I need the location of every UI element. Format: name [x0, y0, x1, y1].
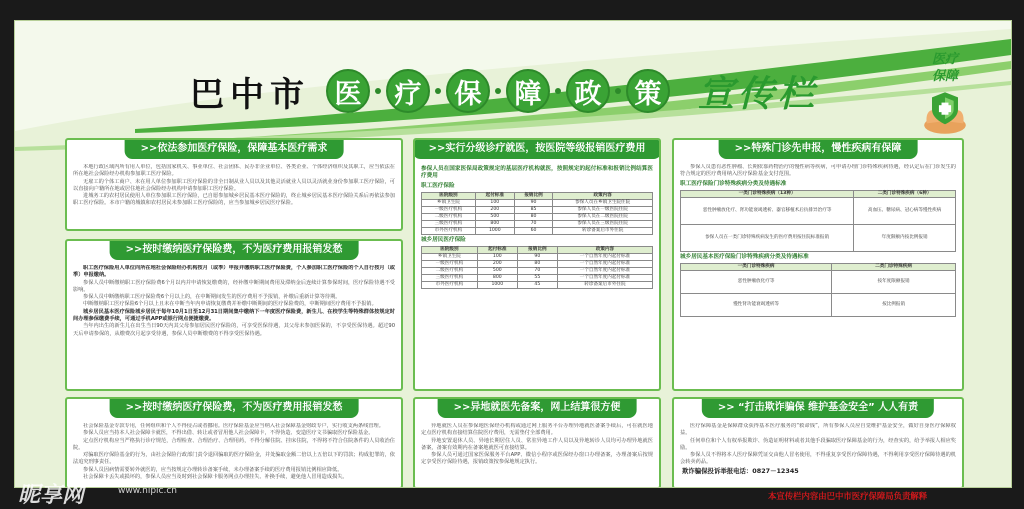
table-cell: 80 — [514, 213, 553, 220]
section-note: 参保人员在国家医保局政策规定的基层医疗机构就医，按照规定的起付标准和报销比例结算医疗费用 — [421, 166, 653, 180]
panel-pay-premium — [65, 239, 403, 391]
table-row — [681, 224, 956, 251]
table-cell: 90 — [517, 254, 557, 261]
panel-body — [680, 423, 956, 465]
table-cell: 一个自然年度内起付标准 — [557, 254, 652, 261]
panel-remote-treatment — [413, 397, 661, 488]
table-cell: 500 — [475, 213, 514, 220]
table-cell: 慢性肾功能衰竭透析等 — [681, 294, 832, 317]
table-row — [422, 220, 653, 227]
title-dot — [375, 88, 381, 94]
table-cell: 二级医疗机构 — [422, 213, 476, 220]
logo-line-1: 医疗 — [931, 52, 958, 67]
panel-title: >>按时缴纳医疗保险费，不为医疗费用报销发愁 — [110, 240, 359, 260]
paragraph: 社会保障卡丢失或损坏的，参保人员应当及时到社会保障卡服务网点办理挂失、补换手续，避免他人冒用造成损失。 — [83, 474, 348, 481]
paragraph: 医疗保障基金是保障群众获得基本医疗服务的“救命钱”，所有参保人员应自觉维护基金安全，做好自身医疗保障权益。 — [680, 423, 956, 437]
table-cell: 市外医疗机构 — [422, 227, 476, 234]
table-cell: 按年度限额报销 — [832, 271, 956, 294]
paragraph: 中断缴纳职工医疗保险6个月以上且未在中断当年内申请恢复缴费并补缴中断期间的医疗保险费的，中断期间医疗费用不予报销。 — [83, 301, 377, 308]
table-cell: 乡镇卫生院 — [422, 254, 478, 261]
panel-title: >>按时缴纳医疗保险费，不为医疗费用报销发愁 — [110, 398, 359, 418]
table-row — [422, 268, 653, 275]
board-title — [190, 67, 818, 115]
table-row — [422, 261, 653, 268]
table-header: 报销比例 — [514, 192, 553, 199]
table-header: 医院级别 — [422, 192, 476, 199]
table-cell: 45 — [517, 282, 557, 289]
table-cell: 参保人员在二级医院住院 — [553, 213, 653, 220]
paragraph: 参保人员因病情需要转外就医的，应当按规定办理转诊备案手续，未办理备案手续的医疗费用报销比例相应降低。 — [83, 466, 343, 473]
table-row — [681, 197, 956, 224]
table-cell: 一级医疗机构 — [422, 261, 478, 268]
paragraph: 参保人员应当持本人社会保障卡就医，不得出借、转让或者冒用他人社会保障卡，不得伪造、变造医疗文书骗取医疗保险基金。 — [83, 430, 374, 437]
title-char: 医 — [326, 69, 370, 113]
logo-text — [910, 51, 980, 85]
title-dot — [615, 88, 621, 94]
panel-special-outpatient — [672, 138, 964, 391]
title-dot — [435, 88, 441, 94]
panel-body — [680, 164, 956, 385]
table-cell: 恶性肿瘤放化疗等 — [681, 271, 832, 294]
table-cell: 转诊备案后市外住院 — [553, 227, 653, 234]
panel-tiered-treatment — [413, 138, 661, 391]
panel-body — [73, 164, 395, 225]
employee-special-disease-table — [680, 190, 956, 252]
table-row — [422, 199, 653, 206]
table-cell: 参保人员在一级医院住院 — [553, 206, 653, 213]
credit-line: 本宣传栏内容由巴中市医疗保障局负责解释 — [768, 491, 928, 501]
table-cell: 按比例报销 — [832, 294, 956, 317]
watermark-brand: 昵享网 — [18, 483, 85, 508]
resident-insurance-table — [421, 246, 653, 289]
table-cell: 三级医疗机构 — [422, 220, 476, 227]
table-cell: 200 — [477, 261, 517, 268]
bulletin-board — [14, 20, 1012, 488]
table-cell: 90 — [514, 199, 553, 206]
table-cell: 800 — [477, 275, 517, 282]
table-cell: 参保人员在乡镇卫生院住院 — [553, 199, 653, 206]
resident-special-disease-table — [680, 263, 956, 317]
panel-enroll-insurance — [65, 138, 403, 231]
table-row — [681, 271, 956, 294]
table-row — [422, 275, 653, 282]
table-cell: 70 — [517, 268, 557, 275]
table-cell: 一个自然年度内起付标准 — [557, 261, 652, 268]
panel-anti-fraud — [672, 397, 964, 488]
table-cell: 100 — [475, 199, 514, 206]
panel-title: >>特殊门诊先申报，慢性疾病有保障 — [719, 139, 918, 159]
table-header: 起付标准 — [475, 192, 514, 199]
table-row — [422, 254, 653, 261]
table-cell: 100 — [477, 254, 517, 261]
table-cell: 1000 — [475, 227, 514, 234]
table-cell: 三级医疗机构 — [422, 275, 478, 282]
table-cell: 市外医疗机构 — [422, 282, 478, 289]
panel-body — [421, 164, 653, 385]
table-header: 报销比例 — [517, 247, 557, 254]
title-char: 疗 — [386, 69, 430, 113]
paragraph: 当年内出生的新生儿在出生当日90天内其父母参加居民医疗保险的，可享受医保待遇，其父母未参加医保的，不享受医保待遇。超过90天后申请参保的，从缴费次月起享受待遇，参保人员中断缴费的不得享受医保待遇。 — [73, 323, 395, 337]
watermark-url: www.nipic.cn — [118, 486, 177, 496]
title-board: 宣传栏 — [698, 73, 819, 115]
table-header: 二类门诊特殊疾病（6种） — [854, 190, 956, 197]
panel-body — [73, 265, 395, 385]
table-cell: 70 — [514, 220, 553, 227]
panel-title: >> “打击欺诈骗保 维护基金安全” 人人有责 — [702, 398, 934, 418]
table-cell: 500 — [477, 268, 517, 275]
paragraph: 任何单位和个人有权举报欺诈、伪造证明材料或者其他手段骗取医疗保障基金的行为，经查实的，给予举报人相应奖励。 — [680, 437, 956, 451]
employee-insurance-table — [421, 192, 653, 235]
title-char: 政 — [566, 69, 610, 113]
table-cell: 60 — [514, 227, 553, 234]
panel-title: >>异地就医先备案，网上结算很方便 — [438, 398, 637, 418]
panel-body — [421, 423, 653, 483]
table-row — [422, 206, 653, 213]
table-cell: 参保人员在三级医院住院 — [553, 220, 653, 227]
table-cell: 年度限额内按比例报销 — [854, 224, 956, 251]
paragraph: 参保人员可通过国家医保服务平台APP、微信小程序或医保经办窗口办理备案，办理备案后按规定享受医疗保险待遇，报销政策按参保地规定执行。 — [421, 452, 653, 466]
table-row — [422, 282, 653, 289]
table-cell: 200 — [475, 206, 514, 213]
table-cell: 80 — [517, 261, 557, 268]
table-cell: 转诊备案后市外住院 — [557, 282, 652, 289]
title-dot — [555, 88, 561, 94]
paragraph: 进城务工的农村居民使用人单位参加职工医疗保险，已自愿参加城乡居民基本医疗保险的，终止城乡居民基本医疗保险关系后再依法参加职工医疗保险。本市户籍的城镇和农村居民未参加职工医疗保险的，应当参加城乡居民医疗保险。 — [73, 193, 395, 207]
title-circles — [324, 69, 672, 113]
paragraph: 参保人员中断缴纳职工医疗保险费6个月以上的，在中断期间发生的医疗费用不予报销，补缴后重新计算等待期。 — [83, 294, 341, 301]
table-row — [422, 227, 653, 234]
table-header: 一类门诊特殊疾病（13种） — [681, 190, 854, 197]
watermark-id: ID:27595840 NO:20190715044947125 — [740, 478, 916, 488]
title-char: 障 — [506, 69, 550, 113]
table-header: 医院级别 — [422, 247, 478, 254]
panel-title: >>实行分级诊疗就医，按医院等级报销医疗费用 — [413, 139, 661, 159]
paragraph: 异地就医人员在参保地医保经办机构或通过网上服务平台办理异地就医备案手续后，可在就医地定点医疗机构直接结算住院医疗费用，无需垫付全部费用。 — [421, 423, 653, 437]
table-header: 二类门诊特殊疾病 — [832, 264, 956, 271]
title-city: 巴中市 — [190, 74, 310, 115]
panel-body — [73, 423, 395, 483]
table-cell: 一个自然年度内起付标准 — [557, 275, 652, 282]
table-cell: 85 — [514, 206, 553, 213]
paragraph: 社会保险基金专款专用，任何组织和个人不得侵占或者挪用。医疗保险基金应当纳入社会保障基金财政专户，实行收支两条线管理。 — [83, 423, 384, 429]
paragraph: 异地安置退休人员、异地长期居住人员、常驻异地工作人员以及异地转诊人员均可办理异地就医备案，备案有效期内在备案地就医可直接结算。 — [421, 437, 653, 451]
fraud-hotline: 欺诈骗保投诉举报电话：0827－12345 — [682, 467, 799, 475]
table-cell: 乡镇卫生院 — [422, 199, 476, 206]
medical-insurance-logo — [910, 51, 980, 141]
table-header: 起付标准 — [477, 247, 517, 254]
table-cell: 55 — [517, 275, 557, 282]
title-char: 保 — [446, 69, 490, 113]
paragraph: 参保人员患有恶性肿瘤、长期依靠药物治疗的慢性病等疾病，可申请办理门诊特殊疾病待遇，经认定后在门诊发生的符合规定的医疗费用纳入医疗保险基金支付范围。 — [680, 164, 956, 178]
table-cell: 恶性肿瘤放化疗、肾功能衰竭透析、器官移植术后抗排异治疗等 — [681, 197, 854, 224]
table-cell: 800 — [475, 220, 514, 227]
section-heading: 城乡居民医疗保险 — [421, 236, 466, 243]
table-header: 一类门诊特殊疾病 — [681, 264, 832, 271]
table-header: 政策内容 — [557, 247, 652, 254]
paragraph: 对骗取医疗保险基金的行为，由社会保险行政部门责令退回骗取的医疗保险金，并处骗取金额二倍以上五倍以下的罚款；构成犯罪的，依法追究刑事责任。 — [73, 452, 395, 466]
paragraph: 无雇工的个体工商户、未在用人单位参加职工医疗保险的非全日制从业人员以及其他灵活就业人员以灵活就业身份参加职工医疗保险，可以直接向户籍所在地或居住地社会保险经办机构申请参加职工医疗保险。 — [73, 178, 395, 192]
title-dot — [495, 88, 501, 94]
table-cell: 1000 — [477, 282, 517, 289]
table-cell: 二级医疗机构 — [422, 268, 478, 275]
paragraph: 定点医疗机构应当严格执行诊疗规范，合理检查、合理治疗、合理用药，不得分解住院、挂床住院，不得将不符合住院条件的人员收治住院。 — [73, 437, 395, 451]
panel-title: >>依法参加医疗保险，保障基本医疗需求 — [125, 139, 344, 159]
section-heading: 职工医疗保险门诊特殊疾病分类及待遇标准 — [680, 180, 787, 187]
panel-fund-safety — [65, 397, 403, 488]
paragraph: 本地行政区域内所有用人单位，包括国家机关、事业单位、社会团体、民办非企业单位、各类企业、个体经济组织及其职工，应当依法在所在地社会保险经办机构参加职工医疗保险。 — [73, 164, 395, 178]
paragraph: 城乡居民基本医疗保险城乡居民于每年10月1日至12月31日期间集中缴纳下一年度医疗保险费，新生儿、在校学生等特殊群体按规定时间办理参保缴费手续，可通过手机APP或银行网点便捷缴费。 — [73, 308, 395, 323]
section-heading: 职工医疗保险 — [421, 182, 455, 189]
paragraph: 参保人员中断缴纳职工医疗保险费6个月以内并申请恢复缴费的，经补缴中断期间费用及滞纳金后连续计算参保时间，医疗保险待遇不受影响。 — [73, 279, 395, 293]
hands-shield-icon — [910, 87, 980, 139]
table-row — [422, 213, 653, 220]
table-cell: 高血压、糖尿病、冠心病等慢性疾病 — [854, 197, 956, 224]
table-header: 政策内容 — [553, 192, 653, 199]
paragraph: 参保人员不得将本人医疗保障凭证交由他人冒名使用，不得重复享受医疗保障待遇，不得利用享受医疗保障待遇的机会转卖药品。 — [680, 452, 956, 465]
logo-line-2: 保障 — [931, 69, 958, 84]
paragraph: 职工医疗保险用人单位向所在地社会保险经办机构按月（或季）申报并缴纳职工医疗保险费，个人参加职工医疗保险的个人自行按月（或季）申报缴纳。 — [73, 265, 395, 279]
table-row — [681, 294, 956, 317]
title-char: 策 — [626, 69, 670, 113]
table-cell: 一级医疗机构 — [422, 206, 476, 213]
table-cell: 参保人员在一类门诊特殊疾病发生的医疗费用按住院标准报销 — [681, 224, 854, 251]
section-heading: 城乡居民基本医疗保险门诊特殊疾病分类及待遇标准 — [680, 253, 809, 260]
table-cell: 一个自然年度内起付标准 — [557, 268, 652, 275]
